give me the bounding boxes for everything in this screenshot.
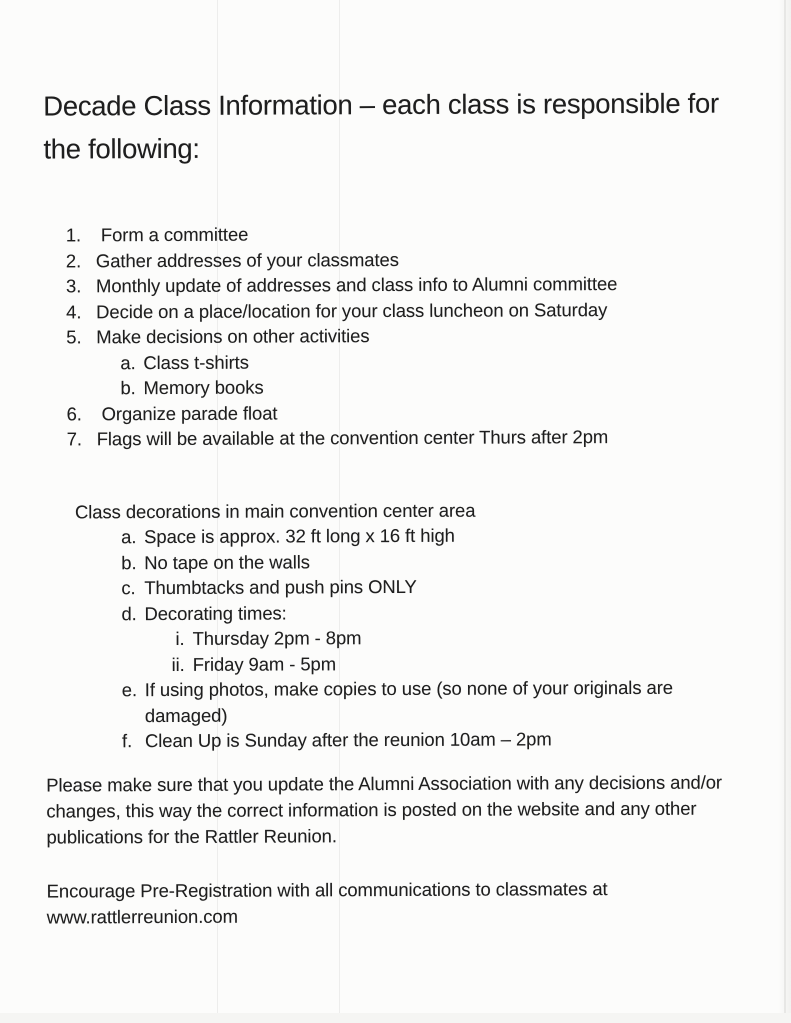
list-item <box>1 649 706 678</box>
list-text: Make decisions on other activities <box>96 325 370 348</box>
list-marker: e. <box>121 679 138 701</box>
list-text: Space is approx. 32 ft long x 16 ft high <box>144 524 455 548</box>
list-text: Gather addresses of your classmates <box>95 248 399 271</box>
list-item <box>0 522 705 551</box>
list-marker: 4. <box>66 300 82 322</box>
list-marker: 5. <box>66 326 82 348</box>
list-text: Thursday 2pm - 8pm <box>192 627 362 649</box>
list-text: Form a committee <box>95 223 249 246</box>
list-text: Organize parade float <box>96 402 278 424</box>
list-marker: f. <box>121 730 133 752</box>
list-marker: c. <box>121 577 136 599</box>
list-marker: 6. <box>66 402 82 424</box>
list-text: Decorating times: <box>144 601 287 624</box>
list-text: Friday 9am - 5pm <box>192 652 337 675</box>
list-item <box>0 598 705 627</box>
decorations-heading: Class decorations in main convention center area <box>74 499 476 522</box>
list-item <box>0 220 704 249</box>
list-text: Monthly update of addresses and class info to Alumni committee <box>95 273 618 297</box>
list-marker: b. <box>121 551 137 573</box>
list-item <box>0 624 705 653</box>
list-item <box>0 424 705 453</box>
list-marker: 2. <box>65 249 82 271</box>
list-text: Flags will be available at the convention center Thurs after 2pm <box>96 426 609 450</box>
list-item <box>0 296 704 325</box>
list-item <box>0 322 704 351</box>
list-text: Thumbtacks and push pins ONLY <box>144 575 417 599</box>
page-title-line: the following: <box>43 132 200 165</box>
list-text: Class t-shirts <box>143 351 249 373</box>
list-marker: 1. <box>65 224 82 246</box>
list-item <box>0 398 705 427</box>
list-marker: ii. <box>171 653 185 675</box>
list-text: Memory books <box>143 376 264 399</box>
list-text: Clean Up is Sunday after the reunion 10am – 2pm <box>144 728 552 752</box>
list-marker: 7. <box>66 428 82 450</box>
list-item <box>0 573 705 602</box>
page-title-line: Decade Class Information – each class is responsible for <box>43 87 719 122</box>
list-text: Decide on a place/location for your class luncheon on Saturday <box>96 298 608 322</box>
preregistration-paragraph: Encourage Pre-Registration with all communications to classmates at www.rattlerreunion.com <box>46 877 608 928</box>
list-text: If using photos, make copies to use (so none of your originals are damaged) <box>144 676 679 726</box>
list-marker: b. <box>120 377 136 399</box>
responsibilities-list <box>0 220 705 453</box>
list-item <box>0 271 704 300</box>
list-item <box>0 547 705 576</box>
list-item <box>1 675 706 729</box>
decorations-list <box>0 522 706 755</box>
update-notice-paragraph: Please make sure that you update the Alumni Association with any decisions and/or changes, this way the correct information is posted on the website and any other publications for the Rattler Reunion. <box>46 771 723 848</box>
list-marker: i. <box>175 627 185 649</box>
list-item <box>0 373 705 402</box>
list-text: No tape on the walls <box>144 550 310 573</box>
list-marker: a. <box>120 351 136 373</box>
list-item <box>1 726 706 755</box>
list-item <box>0 347 704 376</box>
list-marker: a. <box>121 526 137 548</box>
page-title <box>0 82 790 170</box>
list-marker: 3. <box>65 275 82 297</box>
list-item <box>0 245 704 274</box>
list-marker: d. <box>121 602 137 624</box>
